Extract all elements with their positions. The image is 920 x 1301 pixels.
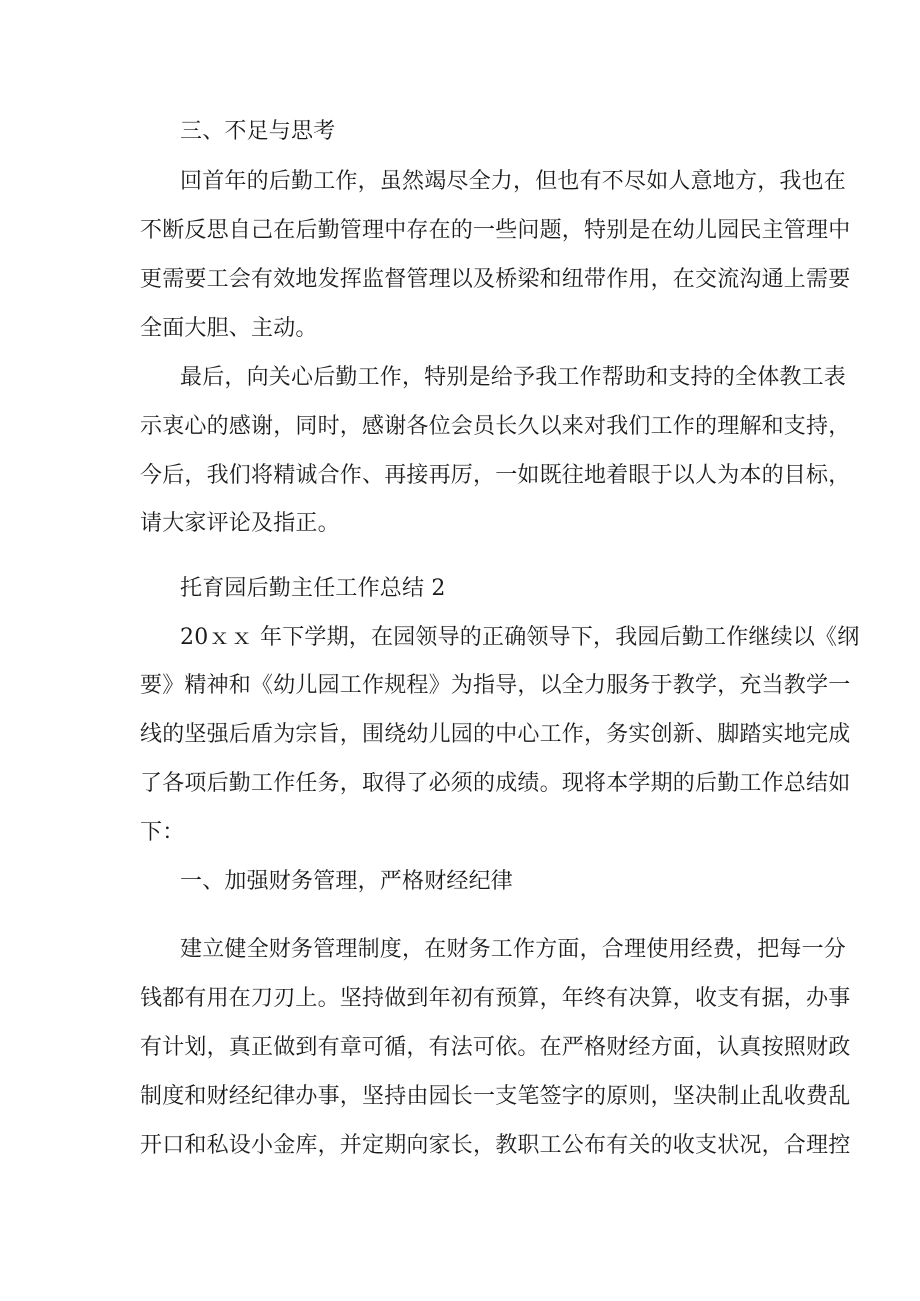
paragraph-line: 回首年的后勤工作，虽然竭尽全力，但也有不尽如人意地方，我也在 (180, 169, 847, 194)
paragraph-line: 不断反思自己在后勤管理中存在的一些问题，特别是在幼儿园民主管理中 (140, 218, 851, 243)
paragraph-line: 最后，向关心后勤工作，特别是给予我工作帮助和支持的全体教工表 (180, 365, 847, 390)
paragraph-line: 20ｘｘ 年下学期，在园领导的正确领导下，我园后勤工作继续以《纲 (180, 625, 860, 650)
section-heading-1: 一、加强财务管理，严格财经纪律 (180, 869, 514, 894)
paragraph-line: 制度和财经纪律办事，坚持由园长一支笔签字的原则，坚决制止乱收费乱 (140, 1084, 851, 1109)
paragraph-line: 建立健全财务管理制度，在财务工作方面，合理使用经费，把每一分 (180, 937, 847, 962)
paragraph-line: 下： (140, 820, 185, 845)
section-title-2: 托育园后勤主任工作总结 2 (180, 576, 446, 601)
paragraph-line: 钱都有用在刀刃上。坚持做到年初有预算，年终有决算，收支有据，办事 (140, 986, 851, 1011)
paragraph-line: 开口和私设小金库，并定期向家长，教职工公布有关的收支状况，合理控 (140, 1133, 851, 1158)
paragraph-line: 要》精神和《幼儿园工作规程》为指导，以全力服务于教学，充当教学一 (140, 673, 851, 698)
section-heading-3: 三、不足与思考 (180, 119, 336, 144)
paragraph-line: 有计划，真正做到有章可循，有法可依。在严格财经方面，认真按照财政 (140, 1035, 851, 1060)
paragraph-line: 示衷心的感谢，同时，感谢各位会员长久以来对我们工作的理解和支持， (140, 414, 851, 439)
paragraph-line: 了各项后勤工作任务，取得了必须的成绩。现将本学期的后勤工作总结如 (140, 771, 851, 796)
paragraph-line: 今后，我们将精诚合作、再接再厉，一如既往地着眼于以人为本的目标， (140, 463, 851, 488)
paragraph-line: 全面大胆、主动。 (140, 316, 318, 341)
paragraph-line: 更需要工会有效地发挥监督管理以及桥梁和纽带作用，在交流沟通上需要 (140, 267, 851, 292)
paragraph-line: 请大家评论及指正。 (140, 511, 340, 536)
paragraph-line: 线的坚强后盾为宗旨，围绕幼儿园的中心工作，务实创新、脚踏实地完成 (140, 722, 851, 747)
